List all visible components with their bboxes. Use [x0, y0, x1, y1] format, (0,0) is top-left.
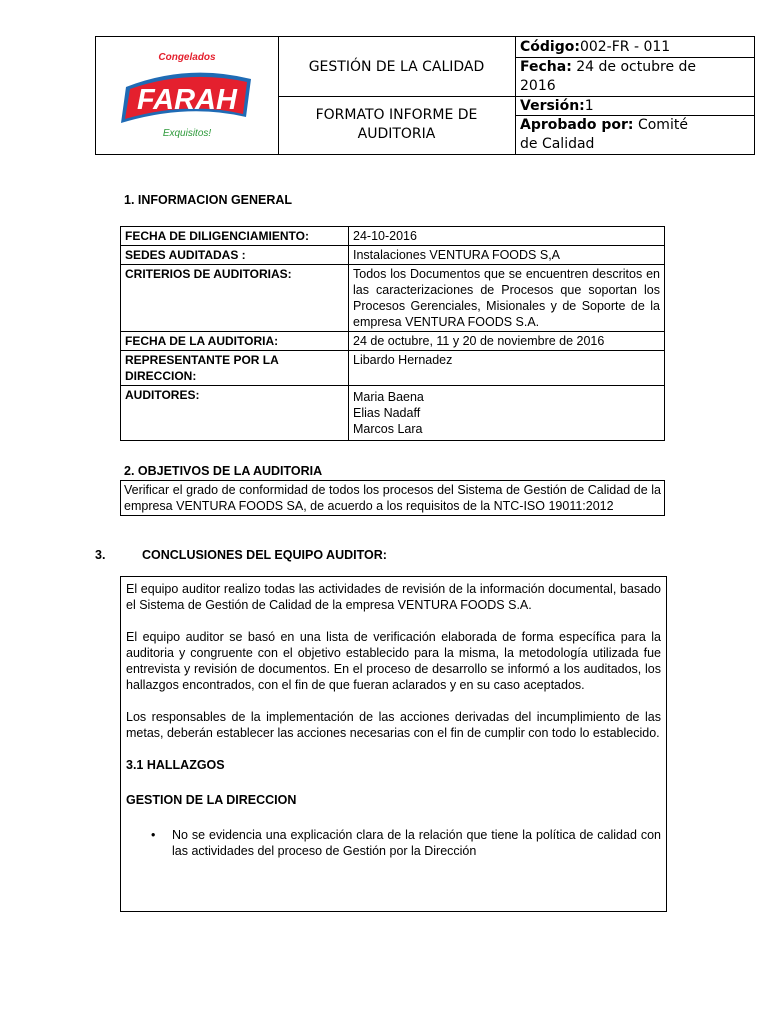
logo-tagline-text: Exquisitos! [162, 128, 212, 139]
conclusion-paragraph: El equipo auditor realizo todas las actividades de revisión de la información documental, basado el Sistema de Gestión de Calidad de la empresa VENTURA FOODS S.A. [126, 582, 661, 612]
gestion-direccion-heading: GESTION DE LA DIRECCION [126, 793, 297, 807]
findings-list [126, 827, 661, 859]
farah-logo [96, 37, 278, 154]
codigo-label: Código: [520, 39, 580, 55]
fecha-value-line2: 2016 [520, 78, 556, 94]
version-cell [516, 97, 754, 116]
logo-top-text: Congelados [158, 52, 216, 63]
info-value: Libardo Hernadez [349, 351, 665, 386]
info-key: SEDES AUDITADAS : [121, 246, 349, 265]
table-row [121, 351, 665, 386]
info-key: REPRESENTANTE POR LA DIRECCION: [121, 351, 349, 386]
doc-meta-column [516, 37, 754, 154]
info-key: AUDITORES: [121, 386, 349, 441]
auditor-name: Maria Baena [353, 390, 424, 404]
aprobado-value-line1: Comité [633, 117, 688, 133]
finding-text: No se evidencia una explicación clara de la relación que tiene la política de calidad con las actividades del proceso de Gestión por la Dirección [172, 828, 661, 858]
section3-number: 3. [95, 548, 106, 562]
format-title-line2: AUDITORIA [357, 126, 436, 142]
hallazgos-subtitle: 3.1 HALLAZGOS [126, 758, 225, 772]
fecha-value-line1: 24 de octubre de [571, 59, 697, 75]
info-value: Todos los Documentos que se encuentren descritos en las caracterizaciones de Procesos que soportan los Procesos Gerenciales, Misionales y de Soporte de la empresa VENTURA FOODS S.A. [349, 265, 665, 332]
info-value: 24-10-2016 [349, 227, 665, 246]
version-label: Versión: [520, 98, 585, 114]
bullet-icon: • [151, 828, 156, 842]
format-title-line1: FORMATO INFORME DE [315, 107, 478, 123]
auditores-list [349, 386, 665, 441]
conclusion-paragraph: Los responsables de la implementación de las acciones derivadas del incumplimiento de las metas, deberán establecer las acciones necesarias con el fin de cumplir con todo lo establecido. [126, 710, 661, 740]
document-header [95, 36, 755, 155]
fecha-label: Fecha: [520, 59, 572, 75]
auditor-name: Marcos Lara [353, 422, 423, 436]
logo-cell [96, 37, 279, 154]
info-value: Instalaciones VENTURA FOODS S,A [349, 246, 665, 265]
info-key: FECHA DE LA AUDITORIA: [121, 332, 349, 351]
codigo-value: 002-FR - 011 [579, 39, 671, 55]
codigo-cell [516, 37, 754, 58]
general-info-table [120, 226, 665, 441]
aprobado-cell [516, 116, 754, 154]
table-row [121, 332, 665, 351]
table-row [121, 386, 665, 441]
conclusion-paragraph: El equipo auditor se basó en una lista de verificación elaborada de forma específica para la auditoria y congruente con el objetivo establecido para la misma, la metodología utilizada fue entrevista y revisión de documentos. En el proceso de desarrollo se informó a los auditados, los hallazgos encontrados, con el fin de que fueran aclarados y en su caso aceptados. [126, 630, 661, 692]
format-title-cell [278, 96, 516, 154]
section2-title: 2. OBJETIVOS DE LA AUDITORIA [124, 464, 323, 478]
section1-title: 1. INFORMACION GENERAL [124, 193, 293, 207]
table-row [121, 246, 665, 265]
quality-title-cell [278, 37, 516, 97]
auditor-name: Elias Nadaff [353, 406, 421, 420]
logo-brand-text: FARAH [137, 84, 237, 116]
info-key: CRITERIOS DE AUDITORIAS: [121, 265, 349, 332]
list-item [151, 827, 661, 859]
conclusions-box [120, 576, 667, 912]
version-value: 1 [584, 98, 594, 114]
fecha-cell [516, 58, 754, 97]
info-key: FECHA DE DILIGENCIAMIENTO: [121, 227, 349, 246]
table-row [121, 227, 665, 246]
table-row [121, 265, 665, 332]
info-value: 24 de octubre, 11 y 20 de noviembre de 2016 [349, 332, 665, 351]
objectives-box: Verificar el grado de conformidad de todos los procesos del Sistema de Gestión de Calidad de la empresa VENTURA FOODS SA, de acuerdo a los requisitos de la NTC-ISO 19011:2012 [120, 480, 665, 516]
aprobado-value-line2: de Calidad [520, 136, 595, 152]
quality-title: GESTIÓN DE LA CALIDAD [308, 58, 485, 75]
section3-title: CONCLUSIONES DEL EQUIPO AUDITOR: [142, 548, 387, 562]
aprobado-label: Aprobado por: [520, 117, 634, 133]
